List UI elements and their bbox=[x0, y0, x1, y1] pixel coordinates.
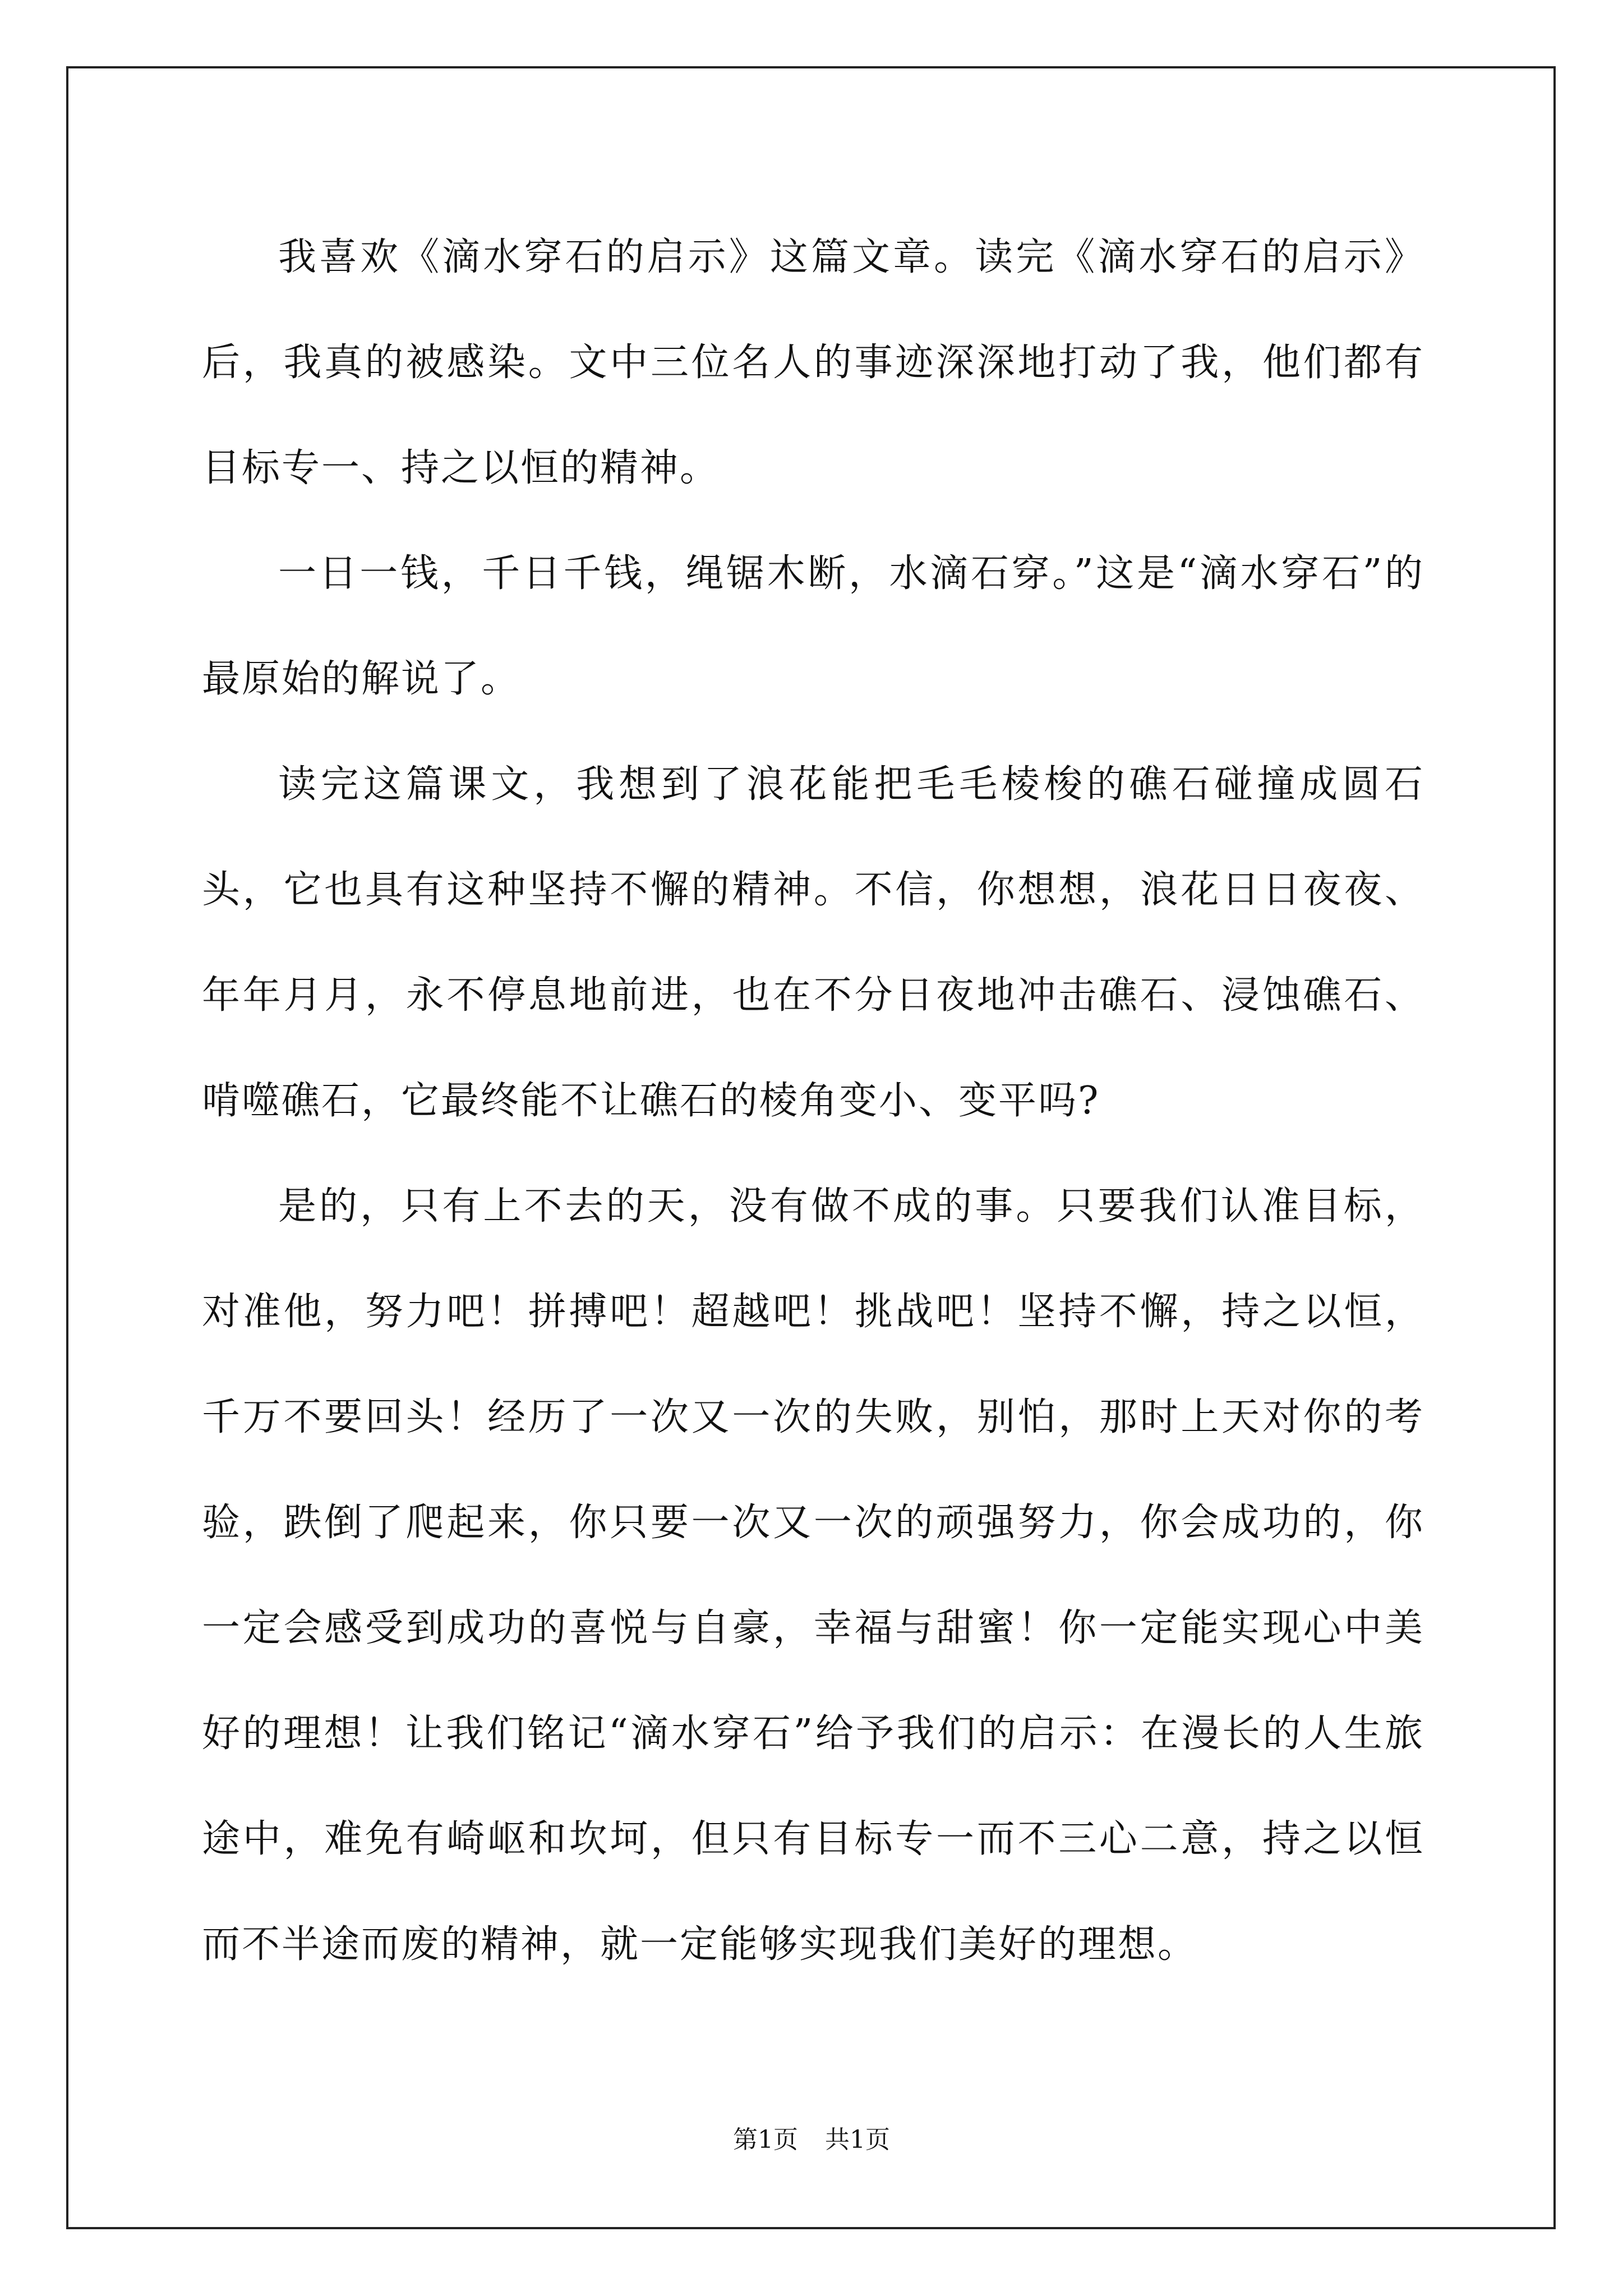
document-body bbox=[202, 205, 1424, 1998]
page-count: 共1页 bbox=[825, 2125, 890, 2154]
paragraph-1: 我喜欢《滴水穿石的启示》这篇文章。读完《滴水穿石的启示》后，我真的被感染。文中三位名人的事迹深深地打动了我，他们都有目标专一、持之以恒的精神。 bbox=[202, 235, 1424, 490]
page-number: 第1页 bbox=[733, 2125, 798, 2154]
paragraph-3: 读完这篇课文，我想到了浪花能把毛毛棱梭的礁石碰撞成圆石头，它也具有这种坚持不懈的精神。不信，你想想，浪花日日夜夜、年年月月，永不停息地前进，也在不分日夜地冲击礁石、浸蚀礁石、啃噬礁石，它最终能不让礁石的棱角变小、变平吗? bbox=[202, 762, 1424, 1123]
paragraph-4: 是的，只有上不去的天，没有做不成的事。只要我们认准目标，对准他，努力吧！拼搏吧！超越吧！挑战吧！坚持不懈，持之以恒，千万不要回头！经历了一次又一次的失败，别怕，那时上天对你的考验，跌倒了爬起来，你只要一次又一次的顽强努力，你会成功的，你一定会感受到成功的喜悦与自豪，幸福与甜蜜！你一定能实现心中美好的理想！让我们铭记“滴水穿石”给予我们的启示：在漫长的人生旅途中，难免有崎岖和坎坷，但只有目标专一而不三心二意，持之以恒而不半途而废的精神，就一定能够实现我们美好的理想。 bbox=[202, 1184, 1424, 1967]
paragraph-2: 一日一钱，千日千钱，绳锯木断，水滴石穿。”这是“滴水穿石”的最原始的解说了。 bbox=[202, 551, 1424, 701]
page-footer bbox=[0, 2123, 1623, 2157]
